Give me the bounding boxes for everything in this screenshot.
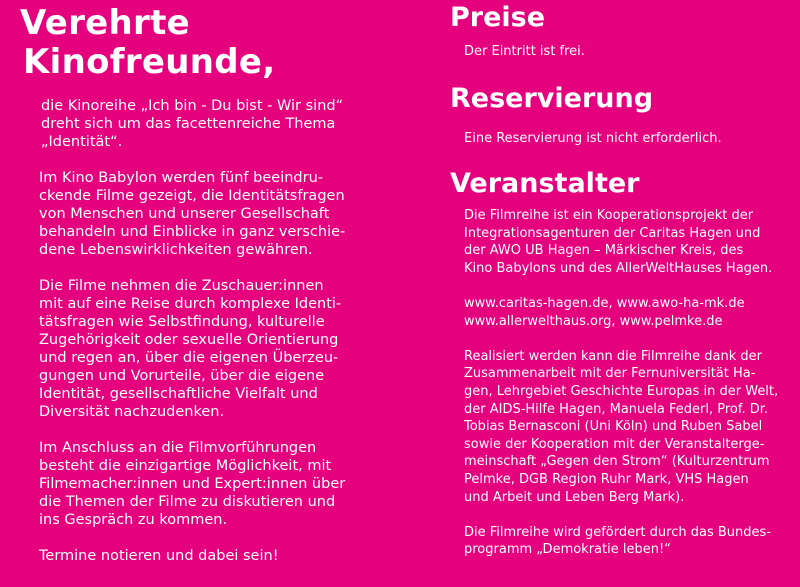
reservierung-text-block (464, 130, 794, 165)
veranstalter-paragraph-2: Realisiert werden kann die Filmreihe dank der Zusammenarbeit mit der Fernuniversität Ha- gen, Lehrgebiet Geschichte Europas in der Welt, der AIDS-Hilfe Hagen, Manuela Federl, Prof. Dr. Tobias Bernasconi (Uni Köln) und Ruben Sabel sowie der Kooperation mit der Veranstalterge- meinschaft „Gegen den Strom“ (Kulturzentrum Pelmke, DGB Region Ruhr Mark, VHS Hagen und Arbeit und Leben Berg Mark). (464, 348, 779, 505)
veranstalter-paragraph-1: Die Filmreihe ist ein Kooperationsprojekt der Integrationsagenturen der Caritas Hagen und der AWO UB Hagen – Märkischer Kreis, des Kino Babylons und des AllerWeltHauses Hagen. (464, 208, 773, 276)
intro-paragraph-2: Im Kino Babylon werden fünf beeindru- ckende Filme gezeigt, die Identitätsfragen von Menschen und unserer Gesellschaft behandeln und Einblicke in ganz verschie- dene Lebenswirklichkeiten gewähren. (39, 170, 346, 258)
preise-text: Der Eintritt ist frei. (464, 44, 585, 59)
reservierung-text: Eine Reservierung ist nicht erforderlich. (464, 131, 722, 146)
intro-paragraph-4: Im Anschluss an die Filmvorführungen besteht die einzigartige Möglichkeit, mit Filmemacher:innen und Expert:innen über die Themen der Filme zu diskutieren und ins Gespräch zu kommen. (39, 440, 346, 528)
title-line-2: Kinofreunde, (23, 42, 276, 82)
veranstalter-websites: www.caritas-hagen.de, www.awo-ha-mk.de www.allerwelthaus.org, www.pelmke.de (464, 295, 745, 329)
intro-paragraph-3: Die Filme nehmen die Zuschauer:innen mit auf eine Reise durch komplexe Identi- tätsfragen wie Selbstfindung, kulturelle Zugehörigkeit oder sexuelle Orientierung und regen an, über die eigenen Überzeu- gungen und Vorurteile, über die eigene Identität, gesellschaftliche Vielfalt und Diversität nachzudenken. (39, 278, 342, 420)
intro-paragraph-1: die Kinoreihe „Ich bin - Du bist - Wir sind“ dreht sich um das facettenreiche Thema „Identität“. (41, 98, 344, 150)
page-title (20, 4, 276, 82)
reservierung-heading: Reservierung (450, 83, 654, 114)
title-line-1: Verehrte (20, 3, 191, 43)
intro-body (39, 97, 369, 583)
veranstalter-heading: Veranstalter (450, 168, 640, 199)
veranstalter-paragraph-3: Die Filmreihe wird gefördert durch das Bundes- programm „Demokratie leben!“ (464, 524, 771, 558)
preise-heading: Preise (450, 2, 546, 33)
veranstalter-text-block (464, 207, 794, 576)
intro-paragraph-5: Termine notieren und dabei sein! (39, 548, 279, 564)
preise-text-block (464, 43, 794, 78)
